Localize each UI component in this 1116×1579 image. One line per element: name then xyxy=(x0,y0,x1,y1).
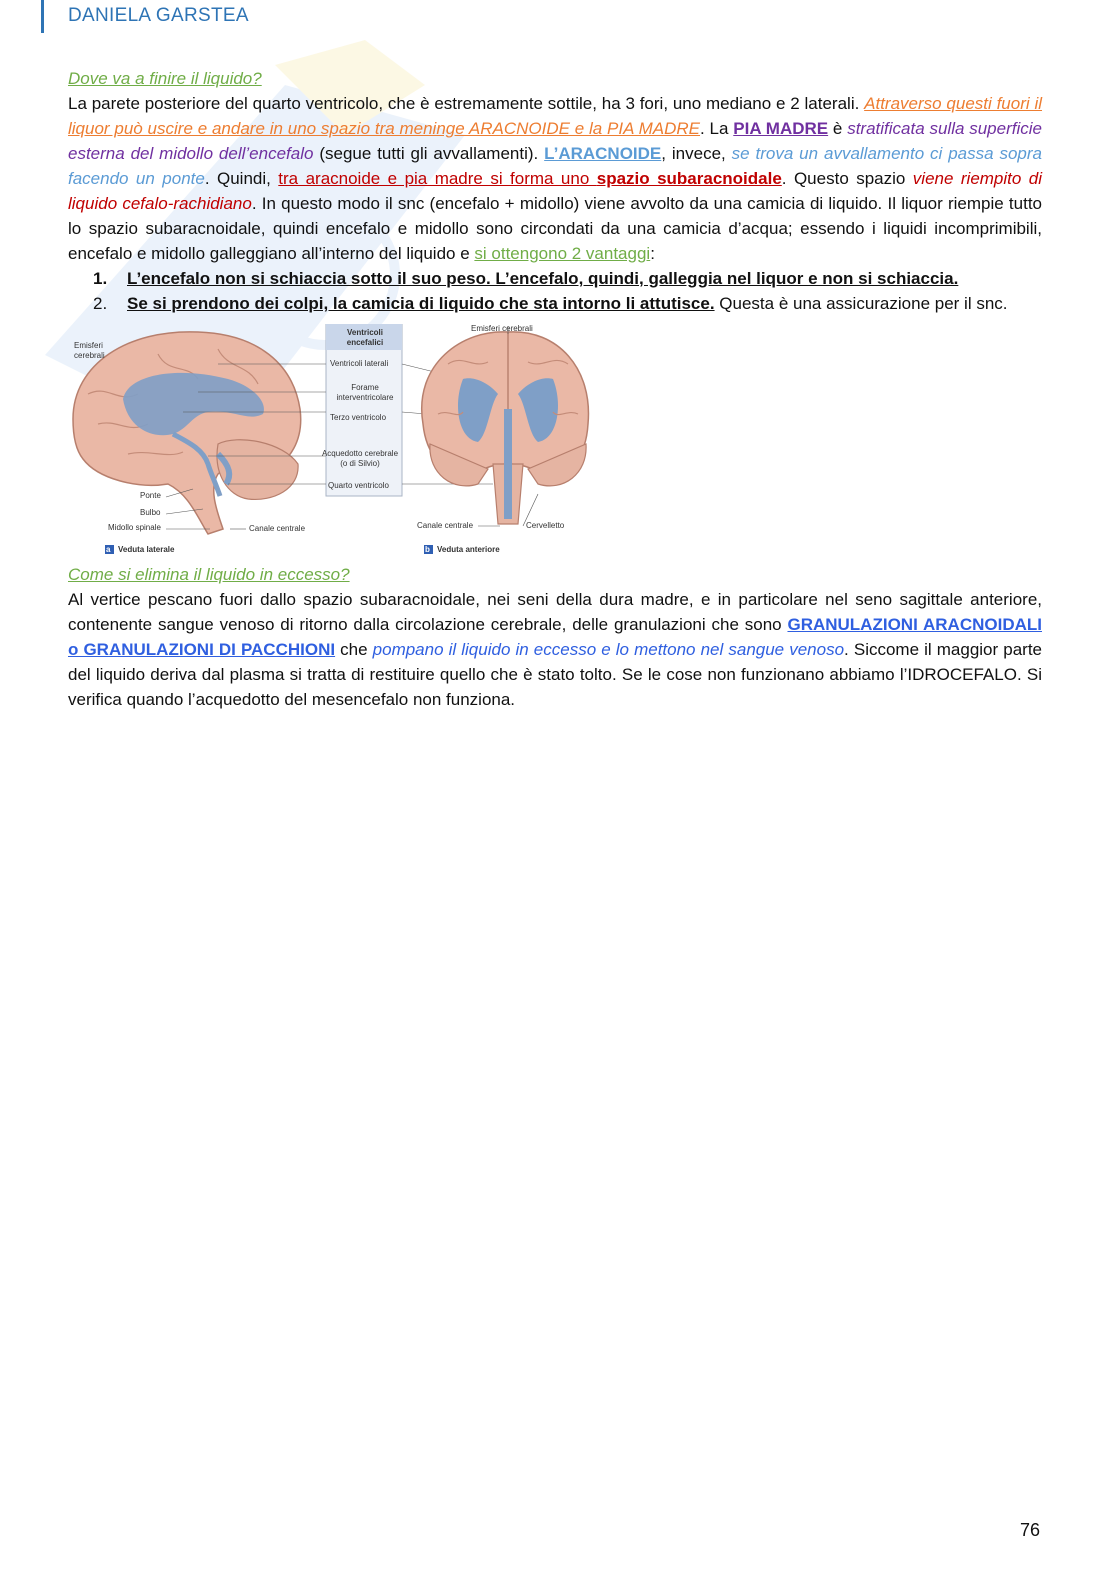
label-terzo-ventricolo: Terzo ventricolo xyxy=(330,413,387,422)
page-number: 76 xyxy=(1020,1520,1041,1540)
caption-lateral-view: Veduta laterale xyxy=(118,545,175,554)
caption-anterior-view: Veduta anteriore xyxy=(437,545,500,554)
caption-a-letter: a xyxy=(106,545,111,554)
list-item-2: 2. Se si prendono dei colpi, la camicia di liquido che sta intorno li attutisce. Questa è una assicurazione per il snc. xyxy=(93,294,1008,313)
section2-question: Come si elimina il liquido in eccesso? xyxy=(68,565,350,584)
label-emisferi-right: Emisferi cerebrali xyxy=(471,324,533,333)
caption-b-letter: b xyxy=(425,545,430,554)
section1-question: Dove va a finire il liquido? xyxy=(68,69,262,88)
label-bulbo: Bulbo xyxy=(140,508,161,517)
label-cervelletto: Cervelletto xyxy=(526,521,565,530)
label-canale-centrale-right: Canale centrale xyxy=(417,521,474,530)
header-author: DANIELA GARSTEA xyxy=(68,5,249,26)
figure-title: Ventricoli encefalici xyxy=(346,328,384,347)
section1-paragraph: La parete posteriore del quarto ventricolo, che è estremamente sottile, ha 3 fori, uno mediano e 2 laterali. Attraverso questi fuori il liquor può uscire e andare in uno spazio tra meninge ARACNOIDE e la PIA MADRE. La PIA MADRE è stratificata sulla superficie esterna del midollo dell’encefalo (segue tutti gli avvallamenti). L’ARACNOIDE, invece, se trova un avvallamento ci passa sopra facendo un ponte. Quindi, tra aracnoide e pia madre si forma uno spazio subaracnoidale. Questo spazio viene riempito di liquido cefalo-rachidiano. In questo modo il snc (encefalo + midollo) viene avvolto da una camicia di liquido. Il liquor riempie tutto lo spazio subaracnoidale, quindi encefalo e midollo sono circondati da una camicia d’acqua; essendo i liquidi incomprimibili, encefalo e midollo galleggiano all’interno del liquido e si ottengono 2 vantaggi: xyxy=(68,94,1043,263)
label-acquedotto: Acquedotto cerebrale (o di Silvio) xyxy=(321,449,399,468)
label-forame: Forame interventricolare xyxy=(336,383,394,402)
brain-ventricles-figure xyxy=(68,324,598,556)
section2-paragraph: Al vertice pescano fuori dallo spazio subaracnoidale, nei seni della dura madre, e in particolare nel seno sagittale anteriore, contenente sangue venoso di ritorno dalla circolazione cerebrale, delle granulazioni che sono GRANULAZIONI ARACNOIDALI o GRANULAZIONI DI PACCHIONI che pompano il liquido in eccesso e lo mettono nel sangue venoso. Siccome il maggior parte del liquido deriva dal plasma si tratta di restituire quello che è stato tolto. Se le cose non funzionano abbiamo l’IDROCEFALO. Si verifica quando l’acquedotto del mesencefalo non funziona. xyxy=(68,590,1042,709)
label-quarto-ventricolo: Quarto ventricolo xyxy=(328,481,389,490)
label-emisferi-left: Emisferi cerebrali xyxy=(74,341,105,360)
label-canale-centrale-left: Canale centrale xyxy=(249,524,306,533)
label-midollo-spinale: Midollo spinale xyxy=(108,523,161,532)
label-ponte: Ponte xyxy=(140,491,161,500)
list-item-1: 1. L’encefalo non si schiaccia sotto il suo peso. L’encefalo, quindi, galleggia nel liquor e non si schiaccia. xyxy=(93,269,959,288)
page-content xyxy=(68,66,1042,712)
label-ventricoli-laterali: Ventricoli laterali xyxy=(330,359,389,368)
